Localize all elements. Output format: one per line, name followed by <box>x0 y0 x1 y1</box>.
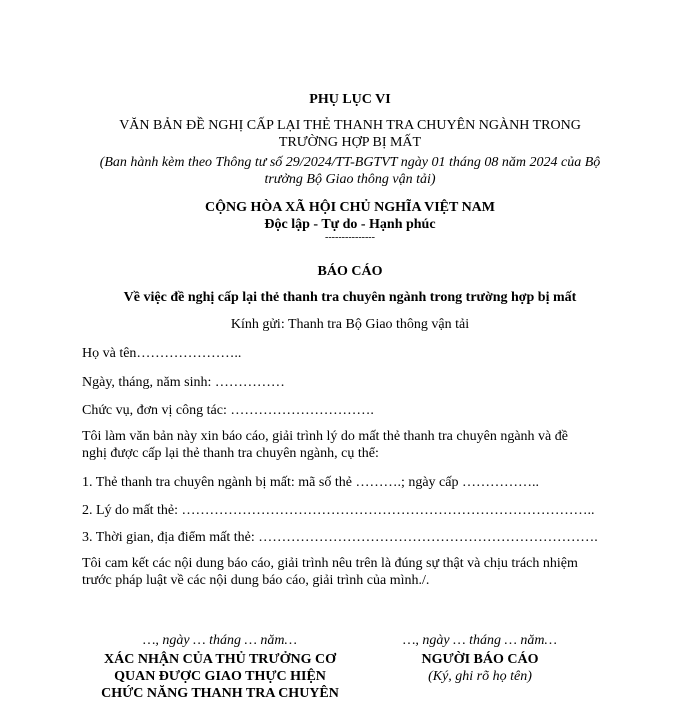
report-recipient: Kính gửi: Thanh tra Bộ Giao thông vận tải <box>230 317 470 332</box>
item-loss-reason: 2. Lý do mất thẻ: …………………………………………………………………………….. <box>82 503 595 518</box>
item-loss-time-place: 3. Thời gian, địa điểm mất thẻ: ………………………………………………………………. <box>82 530 598 545</box>
right-signature-title: NGƯỜI BÁO CÁO <box>421 652 539 667</box>
right-signature-date: …, ngày … tháng … năm… <box>402 633 557 648</box>
document-title-line-2: TRƯỜNG HỢP BỊ MẤT <box>278 135 422 150</box>
field-position-unit: Chức vụ, đơn vị công tác: …………………………. <box>82 403 374 418</box>
commitment-line-1: Tôi cam kết các nội dung báo cáo, giải trình nêu trên là đúng sự thật và chịu trách nhiệm <box>82 556 578 571</box>
right-signature-note: (Ký, ghi rõ họ tên) <box>428 669 532 684</box>
item-lost-card: 1. Thẻ thanh tra chuyên ngành bị mất: mã số thẻ ……….; ngày cấp …………….. <box>82 475 539 490</box>
national-title: CỘNG HÒA XÃ HỘI CHỦ NGHĨA VIỆT NAM <box>204 200 495 215</box>
issuance-note-line-1: (Ban hành kèm theo Thông tư số 29/2024/TT-BGTVT ngày 01 tháng 08 năm 2024 của Bộ <box>99 155 601 170</box>
report-subject: Về việc đề nghị cấp lại thẻ thanh tra chuyên ngành trong trường hợp bị mất <box>123 290 577 305</box>
left-signature-title-line-3: CHỨC NĂNG THANH TRA CHUYÊN <box>101 686 339 701</box>
field-date-of-birth: Ngày, tháng, năm sinh: …………… <box>82 375 285 390</box>
commitment-line-2: trước pháp luật về các nội dung báo cáo, giải trình của mình./. <box>82 573 430 588</box>
issuance-note-line-2: trưởng Bộ Giao thông vận tải) <box>264 172 436 187</box>
intro-paragraph-line-2: nghị được cấp lại thẻ thanh tra chuyên ngành, cụ thể: <box>82 446 379 461</box>
left-signature-date: …, ngày … tháng … năm… <box>142 633 297 648</box>
motto-divider: --------------- <box>325 232 375 243</box>
left-signature-title-line-2: QUAN ĐƯỢC GIAO THỰC HIỆN <box>114 669 326 684</box>
left-signature-title-line-1: XÁC NHẬN CỦA THỦ TRƯỞNG CƠ <box>104 652 336 667</box>
intro-paragraph-line-1: Tôi làm văn bản này xin báo cáo, giải trình lý do mất thẻ thanh tra chuyên ngành và đề <box>82 429 568 444</box>
field-full-name: Họ và tên………………….. <box>82 346 242 361</box>
report-title: BÁO CÁO <box>317 264 383 279</box>
national-motto: Độc lập - Tự do - Hạnh phúc <box>264 217 436 232</box>
document-title-line-1: VĂN BẢN ĐỀ NGHỊ CẤP LẠI THẺ THANH TRA CHUYÊN NGÀNH TRONG <box>119 118 581 133</box>
appendix-heading: PHỤ LỤC VI <box>309 92 391 107</box>
